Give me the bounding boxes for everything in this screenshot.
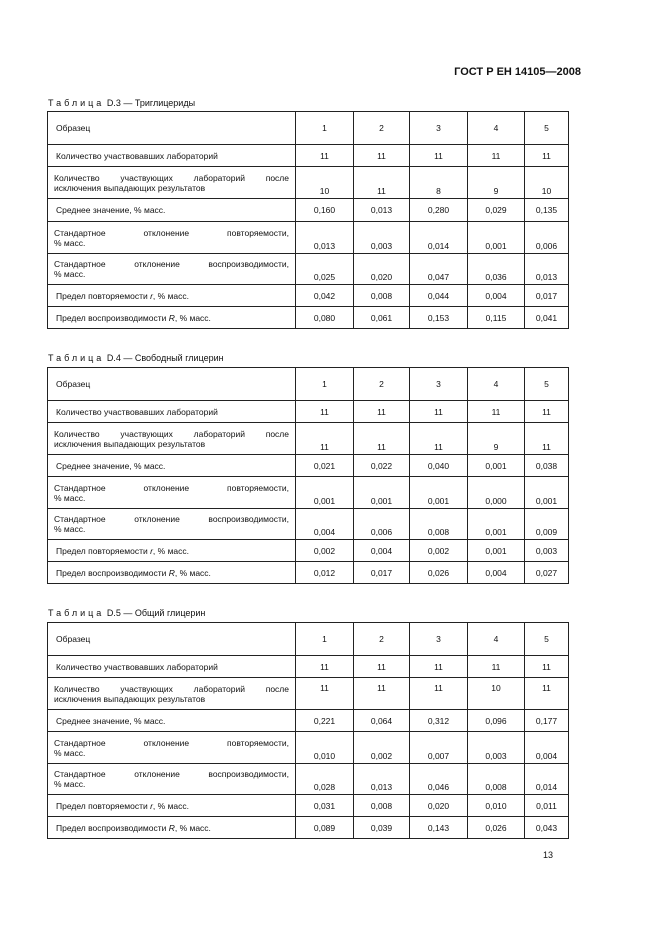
table-cell: 0,080 (296, 307, 354, 329)
table-row (48, 455, 569, 477)
caption-title: — Свободный глицерин (123, 353, 224, 363)
table-header-row (48, 112, 569, 145)
table-cell: 0,004 (468, 285, 525, 307)
caption-title: — Триглицериды (123, 98, 196, 108)
table-cell: 10 (296, 167, 354, 199)
table-cell: 0,177 (525, 710, 569, 732)
row-label-variable: r (150, 290, 153, 301)
table-cell: 11 (525, 401, 569, 423)
table-cell: 11 (354, 423, 410, 455)
row-label-line: % масс. (54, 269, 86, 279)
row-label-prefix: Предел воспроизводимости (56, 567, 169, 578)
table-cell: 11 (468, 656, 525, 678)
table-cell: 0,003 (354, 222, 410, 254)
table-cell: 11 (410, 678, 468, 710)
caption-prefix: Таблица (48, 608, 105, 618)
table-row (48, 145, 569, 167)
row-label-text: Среднее значение, % масс. (56, 205, 166, 215)
table-caption (48, 608, 205, 618)
row-label (48, 562, 296, 584)
table-caption (48, 98, 195, 108)
column-header: 5 (525, 112, 569, 145)
column-header: 3 (410, 368, 468, 401)
column-header: 5 (525, 368, 569, 401)
table-row (48, 795, 569, 817)
table-row (48, 307, 569, 329)
table-cell: 0,001 (410, 477, 468, 509)
table-cell: 0,021 (296, 455, 354, 477)
table-cell: 0,027 (525, 562, 569, 584)
row-label-line: исключения выпадающих результатов (54, 182, 206, 193)
table-cell: 11 (525, 678, 569, 710)
data-table (47, 622, 569, 839)
row-label (48, 307, 296, 329)
column-header: 3 (410, 112, 468, 145)
row-label (48, 732, 296, 764)
table-cell: 11 (354, 678, 410, 710)
table-cell: 11 (296, 656, 354, 678)
table-cell: 11 (468, 401, 525, 423)
table-header-row (48, 368, 569, 401)
table-cell: 0,046 (410, 764, 468, 795)
row-label-text: Количество участвовавших лабораторий (56, 150, 218, 161)
table-cell: 8 (410, 167, 468, 199)
table-row (48, 678, 569, 710)
sample-header: Образец (48, 368, 296, 401)
table-cell: 9 (468, 167, 525, 199)
table-cell: 0,007 (410, 732, 468, 764)
table-cell: 11 (354, 167, 410, 199)
table-cell: 0,135 (525, 199, 569, 222)
table-row (48, 710, 569, 732)
row-label-prefix: Предел воспроизводимости (56, 822, 169, 833)
caption-prefix: Таблица (48, 98, 105, 108)
row-label-line: Количество участвующих лабораторий после (54, 172, 289, 183)
table-cell: 0,017 (354, 562, 410, 584)
table-cell: 0,003 (525, 540, 569, 562)
table-cell: 11 (354, 145, 410, 167)
table-cell: 0,089 (296, 817, 354, 839)
table-row (48, 656, 569, 678)
row-label-line: исключения выпадающих результатов (54, 438, 206, 449)
table-cell: 0,010 (468, 795, 525, 817)
row-label-text: Среднее значение, % масс. (56, 460, 166, 471)
row-label (48, 401, 296, 423)
data-table (47, 367, 569, 584)
table-cell: 0,280 (410, 199, 468, 222)
row-label (48, 199, 296, 222)
table-cell: 0,008 (468, 764, 525, 795)
table-row (48, 222, 569, 254)
table-caption (48, 353, 224, 363)
table-cell: 11 (410, 401, 468, 423)
table-cell: 0,008 (410, 509, 468, 540)
table-row (48, 423, 569, 455)
row-label (48, 285, 296, 307)
row-label-line: исключения выпадающих результатов (54, 693, 206, 704)
table-cell: 11 (296, 145, 354, 167)
table-cell: 0,143 (410, 817, 468, 839)
row-label (48, 477, 296, 509)
table-cell: 0,014 (410, 222, 468, 254)
table-cell: 0,001 (354, 477, 410, 509)
table-cell: 0,012 (296, 562, 354, 584)
row-label-text: Количество участвовавших лабораторий (56, 661, 218, 672)
table-cell: 0,001 (468, 455, 525, 477)
column-header: 2 (354, 623, 410, 656)
table-cell: 0,010 (296, 732, 354, 764)
column-header: 4 (468, 368, 525, 401)
table-cell: 11 (296, 423, 354, 455)
column-header: 3 (410, 623, 468, 656)
table-cell: 0,115 (468, 307, 525, 329)
table-cell: 0,000 (468, 477, 525, 509)
row-label-line: % масс. (54, 524, 86, 534)
column-header: 4 (468, 112, 525, 145)
table-cell: 0,006 (354, 509, 410, 540)
table-cell: 0,004 (354, 540, 410, 562)
table-cell: 0,096 (468, 710, 525, 732)
table-cell: 0,160 (296, 199, 354, 222)
row-label-variable: R (168, 567, 175, 578)
table-cell: 11 (525, 145, 569, 167)
row-label-line: Стандартное отклонение повторяемости, (54, 227, 289, 238)
caption-prefix: Таблица (48, 353, 105, 363)
table-cell: 11 (296, 678, 354, 710)
row-label-line: Стандартное отклонение воспроизводимости, (54, 769, 289, 779)
row-label-line: Стандартное отклонение воспроизводимости, (54, 514, 289, 524)
table-cell: 10 (525, 167, 569, 199)
row-label (48, 817, 296, 839)
row-label-variable: r (150, 800, 153, 811)
row-label (48, 540, 296, 562)
row-label-line: % масс. (54, 779, 86, 789)
row-label-text: Среднее значение, % масс. (56, 715, 166, 726)
row-label-variable: r (150, 545, 153, 556)
row-label (48, 254, 296, 285)
table-cell: 0,038 (525, 455, 569, 477)
table-cell: 11 (410, 423, 468, 455)
table-cell: 0,026 (468, 817, 525, 839)
table-row (48, 732, 569, 764)
table-cell: 0,001 (296, 477, 354, 509)
row-label-line: Количество участвующих лабораторий после (54, 428, 289, 439)
row-label (48, 678, 296, 710)
row-label-suffix: , % масс. (174, 312, 211, 323)
table-cell: 0,044 (410, 285, 468, 307)
row-label (48, 509, 296, 540)
data-table (47, 111, 569, 329)
row-label-prefix: Предел повторяемости (56, 290, 151, 301)
row-label-line: % масс. (54, 237, 86, 248)
row-label-prefix: Предел воспроизводимости (56, 312, 169, 323)
table-cell: 0,022 (354, 455, 410, 477)
table-cell: 11 (525, 656, 569, 678)
row-label-suffix: , % масс. (174, 822, 211, 833)
row-label (48, 222, 296, 254)
table-cell: 0,002 (354, 732, 410, 764)
table-row (48, 199, 569, 222)
row-label (48, 167, 296, 199)
row-label-prefix: Предел повторяемости (56, 545, 151, 556)
table-header-row (48, 623, 569, 656)
table-cell: 0,064 (354, 710, 410, 732)
row-label (48, 656, 296, 678)
table-cell: 0,312 (410, 710, 468, 732)
caption-id: D.3 (106, 98, 121, 108)
row-label-suffix: , % масс. (152, 545, 189, 556)
table-cell: 0,006 (525, 222, 569, 254)
table-cell: 0,041 (525, 307, 569, 329)
table-cell: 0,003 (468, 732, 525, 764)
row-label-line: % масс. (54, 747, 86, 758)
table-cell: 0,028 (296, 764, 354, 795)
table-row (48, 254, 569, 285)
sample-header: Образец (48, 112, 296, 145)
row-label-line: Количество участвующих лабораторий после (54, 683, 289, 694)
row-label (48, 795, 296, 817)
column-header: 1 (296, 623, 354, 656)
table-cell: 0,008 (354, 795, 410, 817)
table-cell: 0,020 (354, 254, 410, 285)
table-cell: 0,039 (354, 817, 410, 839)
row-label-suffix: , % масс. (152, 800, 189, 811)
row-label-variable: R (168, 822, 175, 833)
table-cell: 0,013 (296, 222, 354, 254)
table-cell: 0,009 (525, 509, 569, 540)
table-cell: 0,004 (468, 562, 525, 584)
row-label-line: Стандартное отклонение повторяемости, (54, 737, 289, 748)
table-cell: 11 (410, 656, 468, 678)
row-label-prefix: Предел повторяемости (56, 800, 151, 811)
table-cell: 11 (354, 656, 410, 678)
column-header: 2 (354, 368, 410, 401)
table-cell: 0,001 (468, 509, 525, 540)
table-cell: 0,004 (296, 509, 354, 540)
table-cell: 0,013 (525, 254, 569, 285)
table-row (48, 817, 569, 839)
column-header: 5 (525, 623, 569, 656)
table-row (48, 401, 569, 423)
table-cell: 0,153 (410, 307, 468, 329)
table-row (48, 167, 569, 199)
table-row (48, 509, 569, 540)
row-label (48, 145, 296, 167)
table-cell: 0,047 (410, 254, 468, 285)
column-header: 4 (468, 623, 525, 656)
table-cell: 0,029 (468, 199, 525, 222)
table-cell: 0,031 (296, 795, 354, 817)
row-label-line: Стандартное отклонение повторяемости, (54, 482, 289, 493)
table-cell: 0,042 (296, 285, 354, 307)
table-cell: 0,013 (354, 199, 410, 222)
table-cell: 0,036 (468, 254, 525, 285)
sample-header: Образец (48, 623, 296, 656)
table-cell: 0,061 (354, 307, 410, 329)
table-cell: 0,002 (296, 540, 354, 562)
table-cell: 0,026 (410, 562, 468, 584)
table-cell: 10 (468, 678, 525, 710)
table-cell: 11 (525, 423, 569, 455)
column-header: 1 (296, 368, 354, 401)
table-cell: 0,001 (525, 477, 569, 509)
table-cell: 0,025 (296, 254, 354, 285)
caption-id: D.5 (106, 608, 121, 618)
table-cell: 0,017 (525, 285, 569, 307)
row-label-suffix: , % масс. (152, 290, 189, 301)
table-cell: 0,221 (296, 710, 354, 732)
table-row (48, 285, 569, 307)
row-label-suffix: , % масс. (174, 567, 211, 578)
table-cell: 0,014 (525, 764, 569, 795)
document-code: ГОСТ Р ЕН 14105—2008 (454, 66, 581, 78)
caption-title: — Общий глицерин (123, 608, 206, 618)
table-cell: 11 (296, 401, 354, 423)
table-cell: 11 (354, 401, 410, 423)
table-cell: 11 (410, 145, 468, 167)
row-label (48, 423, 296, 455)
row-label (48, 455, 296, 477)
row-label (48, 764, 296, 795)
column-header: 1 (296, 112, 354, 145)
row-label-variable: R (168, 312, 175, 323)
table-cell: 0,008 (354, 285, 410, 307)
table-row (48, 764, 569, 795)
table-cell: 11 (468, 145, 525, 167)
caption-id: D.4 (106, 353, 121, 363)
table-cell: 0,011 (525, 795, 569, 817)
table-cell: 0,001 (468, 540, 525, 562)
table-cell: 0,002 (410, 540, 468, 562)
row-label-line: % масс. (54, 492, 86, 503)
table-cell: 0,020 (410, 795, 468, 817)
row-label (48, 710, 296, 732)
table-cell: 0,040 (410, 455, 468, 477)
table-cell: 0,043 (525, 817, 569, 839)
table-row (48, 540, 569, 562)
row-label-line: Стандартное отклонение воспроизводимости, (54, 259, 289, 269)
table-row (48, 562, 569, 584)
table-cell: 0,013 (354, 764, 410, 795)
table-cell: 0,001 (468, 222, 525, 254)
column-header: 2 (354, 112, 410, 145)
table-cell: 9 (468, 423, 525, 455)
page-number: 13 (543, 850, 554, 860)
table-row (48, 477, 569, 509)
row-label-text: Количество участвовавших лабораторий (56, 406, 218, 417)
table-cell: 0,004 (525, 732, 569, 764)
